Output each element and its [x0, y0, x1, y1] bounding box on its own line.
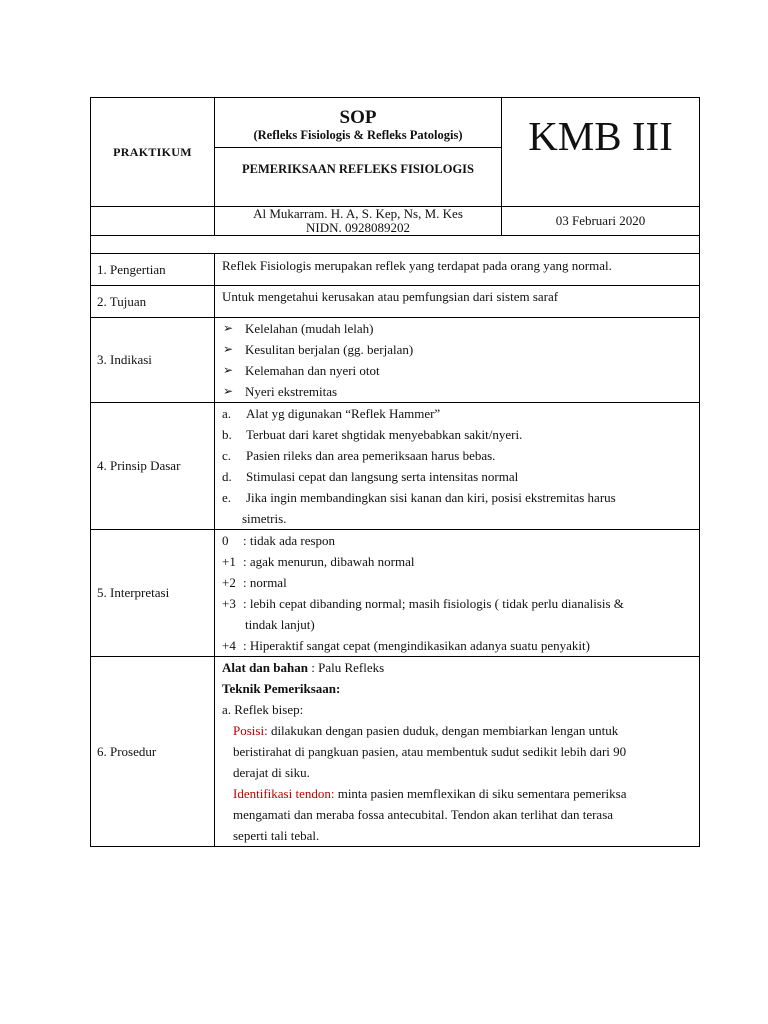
list-marker: c. — [222, 448, 232, 463]
arrow-bullet-icon: ➢ — [223, 363, 234, 377]
score-description: : agak menurun, dibawah normal — [243, 554, 415, 569]
empty-cell — [91, 207, 215, 236]
list-item — [222, 403, 699, 424]
prinsip-item: Pasien rileks dan area pemeriksaan harus bebas. — [246, 448, 496, 463]
tujuan-label: 2. Tujuan — [91, 286, 215, 318]
identifikasi-label: Identifikasi tendon: — [233, 786, 335, 801]
indikasi-item: Nyeri ekstremitas — [245, 384, 338, 399]
prinsip-label: 4. Prinsip Dasar — [91, 403, 215, 530]
arrow-bullet-icon: ➢ — [223, 384, 234, 398]
interpretasi-list — [215, 530, 700, 657]
score-value: 0 — [222, 533, 229, 548]
list-item — [222, 551, 699, 572]
arrow-bullet-icon: ➢ — [223, 321, 234, 335]
sop-document — [90, 97, 699, 847]
list-item — [222, 530, 699, 551]
sop-title-cell — [215, 98, 502, 207]
row-interpretasi — [91, 530, 700, 657]
list-item — [222, 572, 699, 593]
sop-table — [90, 97, 700, 847]
posisi-text-line-3: derajat di siku. — [233, 765, 310, 780]
score-value: +1 — [222, 554, 236, 569]
row-tujuan — [91, 286, 700, 318]
prinsip-item: Terbuat dari karet shgtidak menyebabkan sakit/nyeri. — [246, 427, 523, 442]
prinsip-item: Stimulasi cepat dan langsung serta intensitas normal — [246, 469, 519, 484]
arrow-bullet-icon: ➢ — [223, 342, 234, 356]
list-item — [222, 360, 699, 381]
reflek-bisep-heading: a. Reflek bisep: — [222, 702, 304, 717]
interpretasi-label: 5. Interpretasi — [91, 530, 215, 657]
sop-subtitle: (Refleks Fisiologis & Refleks Patologis) — [253, 127, 463, 142]
list-item — [222, 339, 699, 360]
author-name: Al Mukarram. H. A, S. Kep, Ns, M. Kes — [253, 206, 463, 221]
prosedur-content — [215, 657, 700, 847]
score-description: : normal — [243, 575, 287, 590]
score-value: +2 — [222, 575, 236, 590]
posisi-line — [222, 720, 699, 741]
list-item — [222, 424, 699, 445]
posisi-text: dilakukan dengan pasien duduk, dengan membiarkan lengan untuk — [267, 723, 619, 738]
list-marker: a. — [222, 406, 232, 421]
score-description: : Hiperaktif sangat cepat (mengindikasikan adanya suatu penyakit) — [243, 638, 590, 653]
indikasi-item: Kelemahan dan nyeri otot — [245, 363, 380, 378]
course-code: KMB III — [502, 98, 700, 207]
posisi-label: Posisi: — [233, 723, 268, 738]
alat-value: : Palu Refleks — [307, 660, 385, 675]
author-nidn: NIDN. 0928089202 — [306, 220, 410, 235]
list-marker: d. — [222, 469, 232, 484]
identifikasi-line — [222, 783, 699, 804]
score-description: : lebih cepat dibanding normal; masih fisiologis ( tidak perlu dianalisis & — [243, 596, 624, 611]
list-marker: b. — [222, 427, 232, 442]
list-item — [222, 318, 699, 339]
list-marker: e. — [222, 490, 232, 505]
alat-bahan — [222, 657, 699, 678]
row-indikasi — [91, 318, 700, 403]
spacer-cell — [91, 236, 700, 254]
identifikasi-text-line-2: mengamati dan meraba fossa antecubital. Tendon akan terlihat dan terasa — [233, 807, 614, 822]
pengertian-text: Reflek Fisiologis merupakan reflek yang terdapat pada orang yang normal. — [215, 254, 700, 286]
list-item — [222, 593, 699, 614]
list-item — [222, 466, 699, 487]
list-item — [222, 445, 699, 466]
indikasi-item: Kelelahan (mudah lelah) — [245, 321, 374, 336]
author-cell — [215, 207, 502, 236]
prinsip-item: Alat yg digunakan “Reflek Hammer” — [246, 406, 441, 421]
prinsip-list — [215, 403, 700, 530]
row-prinsip — [91, 403, 700, 530]
indikasi-item: Kesulitan berjalan (gg. berjalan) — [245, 342, 414, 357]
procedure-name: PEMERIKSAAN REFLEKS FISIOLOGIS — [242, 161, 474, 176]
header-row — [91, 98, 700, 207]
row-pengertian — [91, 254, 700, 286]
tujuan-text: Untuk mengetahui kerusakan atau pemfungsian dari sistem saraf — [215, 286, 700, 318]
list-item — [222, 381, 699, 402]
row-prosedur — [91, 657, 700, 847]
document-date: 03 Februari 2020 — [502, 207, 700, 236]
author-row — [91, 207, 700, 236]
score-value: +4 — [222, 638, 236, 653]
prinsip-item: Jika ingin membandingkan sisi kanan dan kiri, posisi ekstremitas harus — [246, 490, 616, 505]
list-item — [222, 487, 699, 508]
alat-label: Alat dan bahan — [222, 660, 308, 675]
pengertian-label: 1. Pengertian — [91, 254, 215, 286]
posisi-text-line-2: beristirahat di pangkuan pasien, atau membentuk sudut sedikit lebih dari 90 — [233, 744, 627, 759]
teknik-heading: Teknik Pemeriksaan: — [222, 681, 341, 696]
score-description-continued: tindak lanjut) — [245, 617, 315, 632]
score-description: : tidak ada respon — [243, 533, 336, 548]
identifikasi-text: minta pasien memflexikan di siku sementara pemeriksa — [334, 786, 627, 801]
identifikasi-text-line-3: seperti tali tebal. — [233, 828, 320, 843]
score-value: +3 — [222, 596, 236, 611]
prinsip-item-continued: simetris. — [242, 511, 287, 526]
sop-title: SOP — [339, 106, 377, 128]
prosedur-label: 6. Prosedur — [91, 657, 215, 847]
spacer-row — [91, 236, 700, 254]
list-item — [222, 635, 699, 656]
indikasi-list — [215, 318, 700, 403]
indikasi-label: 3. Indikasi — [91, 318, 215, 403]
praktikum-label: PRAKTIKUM — [91, 98, 215, 207]
